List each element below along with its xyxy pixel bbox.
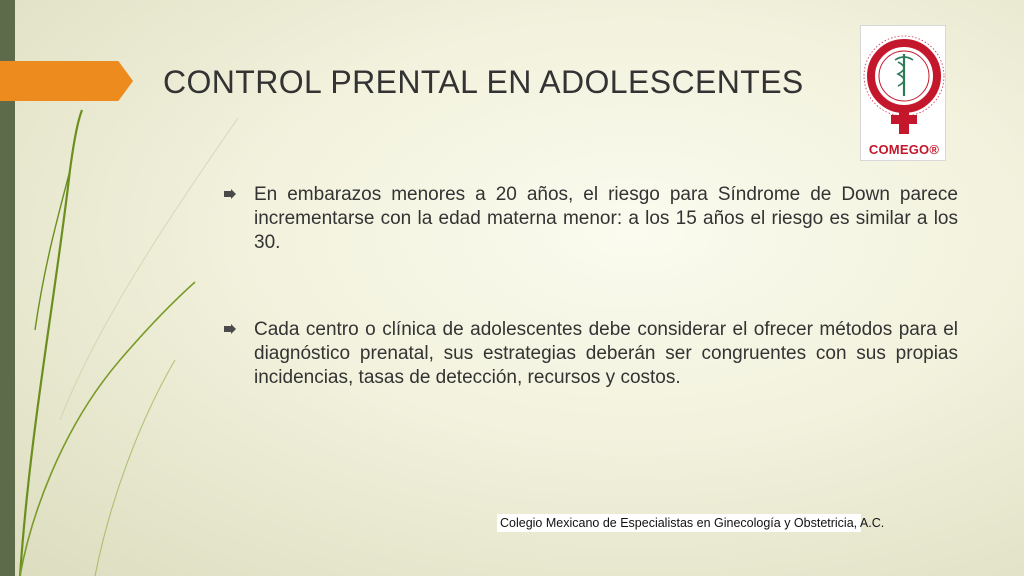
bullet-arrow-icon bbox=[224, 189, 236, 199]
comego-logo bbox=[860, 25, 946, 161]
bullet-item bbox=[224, 318, 958, 390]
bullet-list bbox=[224, 183, 958, 390]
bullet-text: En embarazos menores a 20 años, el riesgo para Síndrome de Down parece incrementarse con la edad materna menor: a los 15 años el riesgo es similar a los 30. bbox=[254, 184, 958, 253]
bullet-text: Cada centro o clínica de adolescentes debe considerar el ofrecer métodos para el diagnóstico prenatal, sus estrategias deberán ser congruentes con sus propias incidencias, tasas de detección, recursos y costos. bbox=[254, 319, 958, 388]
slide-title: CONTROL PRENTAL EN ADOLESCENTES bbox=[163, 64, 804, 100]
title-arrow-accent bbox=[0, 61, 133, 101]
logo-wordmark: COMEGO® bbox=[868, 142, 940, 157]
female-symbol-icon bbox=[891, 108, 917, 134]
bullet-arrow-icon bbox=[224, 324, 236, 334]
footer-caption: Colegio Mexicano de Especialistas en Ginecología y Obstetricia, A.C. bbox=[497, 514, 861, 532]
bullet-item bbox=[224, 183, 958, 255]
caduceus-icon bbox=[895, 54, 913, 96]
